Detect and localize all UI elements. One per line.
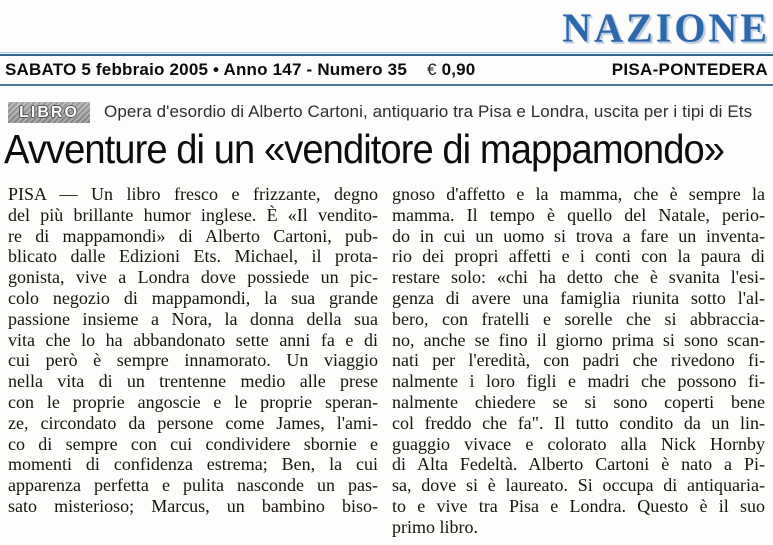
article-line: ze, circondato da persone come James, l'ami- [8, 412, 378, 433]
kicker-text: Opera d'esordio di Alberto Cartoni, antiquario tra Pisa e Londra, uscita per i tipi di Ets [104, 102, 753, 121]
dateline-text [5, 60, 475, 80]
article-line: restare solo: «chi ha detto che è svanita l'esi- [392, 267, 765, 288]
article-line: rio dei propri affetti e i conti con la paura di [392, 246, 765, 267]
article-line: blicato dalle Edizioni Ets. Michael, il prota- [8, 246, 378, 267]
article-line: PISA — Un libro fresco e frizzante, degno [8, 184, 378, 204]
article-line: sa, dove si è laureato. Si occupa di antiquaria- [392, 475, 765, 496]
kicker-row [8, 100, 765, 124]
article-line: to e vive tra Pisa e Londra. Questo è il suo [392, 495, 765, 516]
dateline-day: SABATO [5, 60, 77, 79]
article-line: genza di avere una famiglia riunita sotto l'al- [392, 287, 765, 308]
article-column-left [8, 184, 378, 517]
article-line: sato misterioso; Marcus, un bambino biso- [8, 495, 378, 516]
article-line: guaggio vivace e colorato alla Nick Hornby [392, 433, 765, 454]
article-line: no, anche se fino il giorno prima si sono scan- [392, 329, 765, 350]
bottom-divider [0, 84, 773, 86]
article-line: con le proprie angoscie e le proprie speran- [8, 391, 378, 412]
article-headline: Avventure di un «venditore di mappamondo» [4, 126, 725, 172]
dateline-bar [0, 56, 773, 84]
article-line: nati per l'eredità, con padri che rivedono fi- [392, 350, 765, 371]
article-line: colo negozio di mappamondi, la sua grande [8, 287, 378, 308]
article-line: bero, con fratelli e sorelle che si abbraccia- [392, 308, 765, 329]
article-line: co di sempre con cui condividere sbornie e [8, 433, 378, 454]
article-line: cui però è sempre innamorato. Un viaggio [8, 350, 378, 371]
article-line: primo libro. [392, 516, 478, 537]
article-line: passione insieme a Nora, la donna della sua [8, 308, 378, 329]
article-line: vita che lo ha abbandonato sette anni fa e di [8, 329, 378, 350]
article-line: nella vita di un trentenne medio alle prese [8, 371, 378, 392]
article-line: momenti di confidenza estrema; Ben, la cui [8, 454, 378, 475]
article-line: gonista, vive a Londra dove possiede un pic- [8, 267, 378, 288]
article-line: do in cui un uomo si trova a fare un inventa- [392, 225, 765, 246]
euro-symbol: € [426, 60, 437, 79]
article-line: col freddo che fa". Il tutto condito da un lin- [392, 412, 765, 433]
price-value: 0,90 [441, 60, 476, 79]
article-line: di Alta Fedeltà. Alberto Cartoni è nato a Pi- [392, 454, 765, 475]
edition-label: PISA-PONTEDERA [611, 60, 768, 79]
article-line: mamma. Il tempo è quello del Natale, perio- [392, 204, 765, 225]
article-line: nalmente chiedere se si sono coperti bene [392, 391, 765, 412]
article-line: apparenza perfetta e pulita nasconde un pas- [8, 475, 378, 496]
article-line: nalmente i loro figli e madri che possono fi- [392, 371, 765, 392]
article-line: re di mappamondi» di Alberto Cartoni, pub- [8, 225, 378, 246]
article-column-right [392, 184, 765, 538]
dateline-date-info: 5 febbraio 2005 • Anno 147 - Numero 35 [76, 60, 407, 79]
article-line: gnoso d'affetto e la mamma, che è sempre la [392, 184, 765, 204]
section-badge: LIBRO [8, 102, 90, 123]
price [427, 60, 475, 79]
article-line: del più brillante humor inglese. È «Il vendito- [8, 204, 378, 225]
newspaper-logo: NAZIONE [562, 4, 770, 51]
